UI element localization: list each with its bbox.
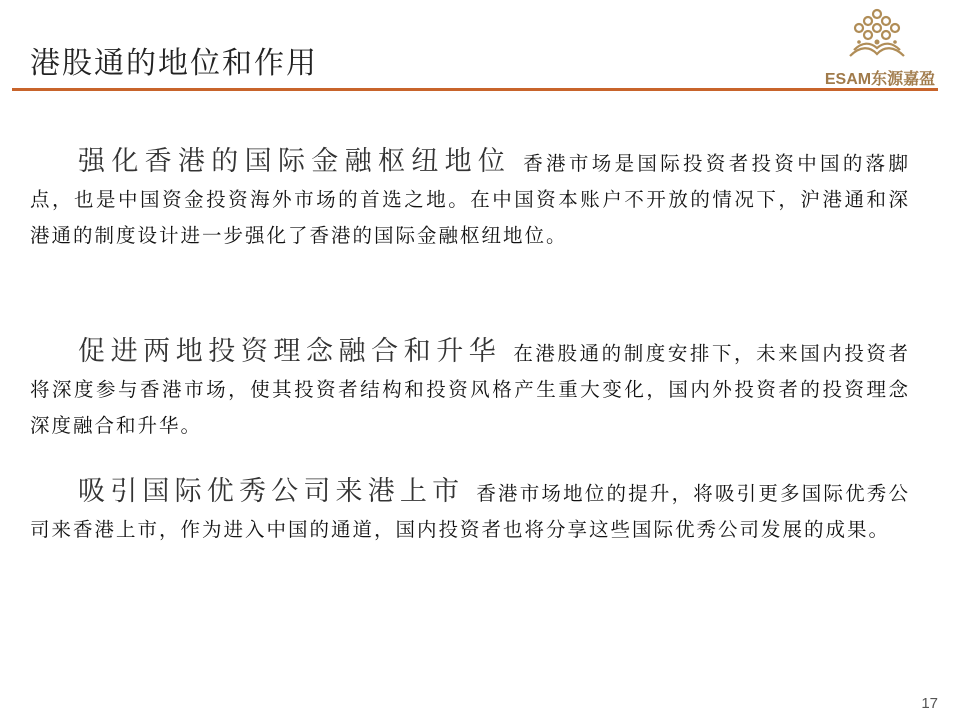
- section-heading: 吸引国际优秀公司来港上市: [78, 476, 465, 507]
- lotus-lattice-logo-icon: [844, 6, 910, 64]
- page-number: 17: [921, 695, 938, 712]
- section-heading: 强化香港的国际金融枢纽地位: [78, 146, 512, 177]
- section-body: 香港市场是国际投资者投资中国的落脚点，也是中国资金投资海外市场的首选之地。在中国资本账户不开放的情况下，沪港通和深港通的制度设计进一步强化了香港的国际金融枢纽地位。: [30, 152, 910, 247]
- section-body: 香港市场地位的提升，将吸引更多国际优秀公司来香港上市，作为进入中国的通道，国内投资者也将分享这些国际优秀公司发展的成果。: [30, 482, 910, 541]
- section-heading: 促进两地投资理念融合和升华: [78, 336, 502, 367]
- company-logo: [818, 6, 942, 88]
- section-body: 在港股通的制度安排下，未来国内投资者将深度参与香港市场，使其投资者结构和投资风格产生重大变化，国内外投资者的投资理念深度融合和升华。: [30, 342, 910, 437]
- logo-text: ESAM东源嘉盈: [824, 71, 936, 88]
- section-investment-philosophy: [30, 334, 910, 444]
- title-divider: [12, 88, 938, 91]
- section-strengthen-hub: [30, 144, 910, 254]
- section-attract-listings: [30, 474, 910, 548]
- slide-title: 港股通的地位和作用: [30, 46, 318, 81]
